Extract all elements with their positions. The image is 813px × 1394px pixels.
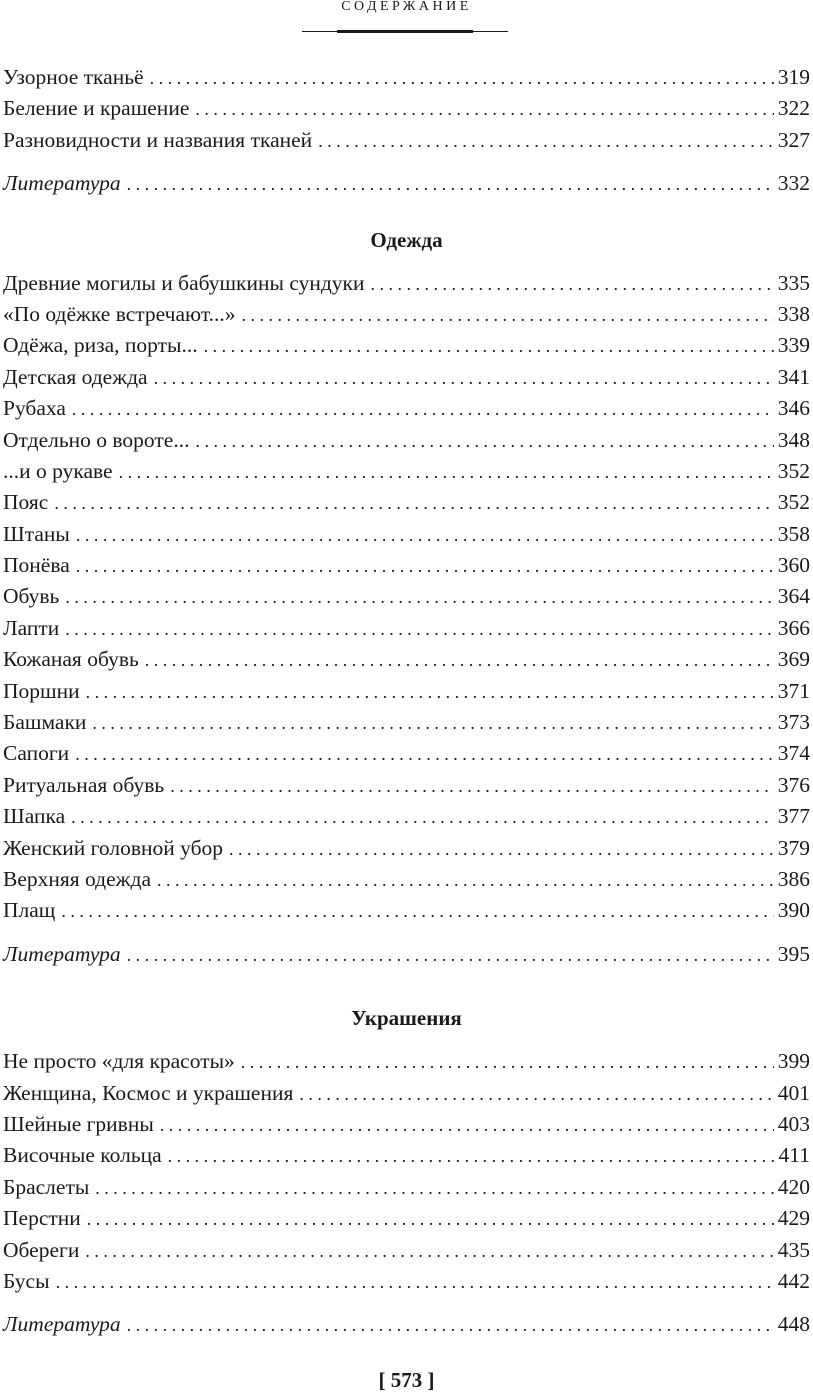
spacer (3, 200, 810, 212)
toc-entry-page: 429 (777, 1206, 810, 1231)
toc-entry-title: Обувь (3, 584, 60, 609)
toc-entry-title: Отдельно о вороте... (3, 427, 190, 452)
toc-entry[interactable] (3, 125, 810, 156)
dot-leader (61, 896, 773, 927)
dot-leader (241, 1047, 774, 1078)
toc-entry-page: 360 (777, 553, 810, 578)
toc-entry[interactable] (3, 1172, 810, 1203)
toc-entry[interactable] (3, 738, 810, 769)
toc-entry[interactable] (3, 487, 810, 518)
toc-entry[interactable] (3, 268, 810, 299)
toc-entry[interactable] (3, 801, 810, 832)
toc-literature-entry[interactable] (3, 1309, 810, 1340)
toc-entry[interactable] (3, 895, 810, 926)
toc-entry-page: 376 (777, 772, 810, 797)
toc-entry-page: 420 (777, 1174, 810, 1199)
toc-entry[interactable] (3, 1203, 810, 1234)
toc-entry-title: Женский головной убор (3, 835, 224, 860)
section-heading: Одежда (370, 227, 443, 252)
toc-entry-title: Лапти (3, 615, 60, 640)
toc-entry-title: «По одёжке встречают...» (3, 301, 236, 326)
toc-entry[interactable] (3, 833, 810, 864)
toc-entry-title: Литература (3, 941, 121, 966)
toc-entry-title: Рубаха (3, 396, 66, 421)
toc-entry-page: 411 (778, 1143, 810, 1168)
dot-leader (87, 1204, 774, 1235)
dot-leader (95, 1173, 773, 1204)
dot-leader (72, 394, 774, 425)
toc-entry[interactable] (3, 1140, 810, 1171)
dot-leader (127, 169, 774, 200)
toc-entry-page: 377 (777, 804, 810, 829)
page-number: [ 573 ] (378, 1368, 435, 1392)
dot-leader (150, 63, 774, 94)
toc-entry[interactable] (3, 613, 810, 644)
toc-entry[interactable] (3, 550, 810, 581)
dot-leader (154, 363, 774, 394)
toc-entry-page: 352 (777, 458, 810, 483)
toc-entry-page: 346 (777, 396, 810, 421)
toc-entry-page: 401 (777, 1080, 810, 1105)
toc-literature-entry[interactable] (3, 939, 810, 970)
toc-entry-page: 338 (777, 301, 810, 326)
dot-leader (85, 1236, 773, 1267)
spacer (3, 970, 810, 990)
toc-entry[interactable] (3, 676, 810, 707)
toc-entry-page: 399 (777, 1049, 810, 1074)
toc-entry-page: 339 (777, 333, 810, 358)
toc-entry-title: Шейные гривны (3, 1111, 154, 1136)
toc-entry-page: 386 (777, 866, 810, 891)
dot-leader (168, 1141, 775, 1172)
dot-leader (54, 488, 773, 519)
dot-leader (127, 940, 774, 971)
toc-entry-title: Поршни (3, 678, 80, 703)
toc-entry-title: Сапоги (3, 741, 70, 766)
dot-leader (65, 614, 774, 645)
dot-leader (195, 426, 773, 457)
toc-entry[interactable] (3, 864, 810, 895)
toc-entry-page: 358 (777, 521, 810, 546)
toc-entry-title: Литература (3, 171, 121, 196)
toc-entry-title: Древние могилы и бабушкины сундуки (3, 270, 365, 295)
toc-entry[interactable] (3, 770, 810, 801)
toc-entry-title: Одёжа, риза, порты... (3, 333, 198, 358)
toc-entry-page: 327 (777, 127, 810, 152)
toc-entry-title: Пояс (3, 490, 49, 515)
toc-entry-title: Кожаная обувь (3, 647, 139, 672)
toc-entry[interactable] (3, 456, 810, 487)
toc-entry-title: Разновидности и названия тканей (3, 127, 313, 152)
dot-leader (229, 834, 774, 865)
toc-entry-title: Женщина, Космос и украшения (3, 1080, 294, 1105)
dot-leader (56, 1267, 774, 1298)
toc-entry[interactable] (3, 1235, 810, 1266)
dot-leader (92, 708, 773, 739)
toc-entry-title: Узорное тканьё (3, 65, 144, 89)
dot-leader (318, 126, 774, 157)
toc-entry-page: 332 (777, 171, 810, 196)
toc-entry-title: Беление и крашение (3, 96, 190, 121)
toc-entry-page: 403 (777, 1111, 810, 1136)
toc-entry-title: Не просто «для красоты» (3, 1049, 235, 1074)
toc-entry-page: 374 (777, 741, 810, 766)
toc-entry-title: Бусы (3, 1268, 50, 1293)
toc-entry-page: 442 (777, 1268, 810, 1293)
spacer (3, 1297, 810, 1309)
toc-entry-page: 369 (777, 647, 810, 672)
dot-leader (160, 1110, 774, 1141)
dot-leader (119, 457, 774, 488)
toc-entry[interactable] (3, 330, 810, 361)
toc-entry[interactable] (3, 1266, 810, 1297)
running-head: СОДЕРЖАНИЕ (341, 0, 472, 14)
toc-entry-page: 379 (777, 835, 810, 860)
dot-leader (195, 94, 773, 125)
dot-leader (145, 645, 774, 676)
dot-leader (76, 551, 774, 582)
toc-entry-title: Верхняя одежда (3, 866, 151, 891)
toc-entry-page: 373 (777, 710, 810, 735)
section-heading: Украшения (351, 1006, 462, 1031)
section-list (3, 268, 810, 927)
toc-entry-title: Детская одежда (3, 364, 148, 389)
toc-entry[interactable] (3, 425, 810, 456)
running-head-rule-accent (337, 30, 473, 33)
toc-entry-page: 348 (777, 427, 810, 452)
toc-literature-entry[interactable] (3, 168, 810, 199)
section-list (3, 1046, 810, 1297)
dot-leader (241, 300, 773, 331)
toc-entry-page: 366 (777, 615, 810, 640)
table-of-contents (3, 62, 810, 1341)
toc-entry-title: Понёва (3, 553, 70, 578)
toc-entry-page: 319 (777, 65, 810, 89)
dot-leader (170, 771, 774, 802)
dot-leader (86, 677, 774, 708)
toc-entry-page: 395 (777, 941, 810, 966)
dot-leader (371, 269, 774, 300)
dot-leader (75, 739, 774, 770)
dot-leader (127, 1310, 774, 1341)
toc-entry[interactable] (3, 62, 810, 93)
toc-entry-title: Башмаки (3, 710, 87, 735)
toc-entry-page: 335 (777, 270, 810, 295)
toc-entry-page: 364 (777, 584, 810, 609)
spacer (3, 156, 810, 168)
toc-entry[interactable] (3, 707, 810, 738)
dot-leader (299, 1079, 773, 1110)
toc-entry-page: 435 (777, 1237, 810, 1262)
toc-entry-page: 341 (777, 364, 810, 389)
toc-entry-title: Височные кольца (3, 1143, 162, 1168)
toc-entry[interactable] (3, 93, 810, 124)
toc-entry[interactable] (3, 393, 810, 424)
toc-entry[interactable] (3, 519, 810, 550)
toc-entry-page: 352 (777, 490, 810, 515)
toc-entry[interactable] (3, 362, 810, 393)
toc-entry[interactable] (3, 299, 810, 330)
toc-entry-title: Литература (3, 1312, 121, 1337)
toc-entry-page: 390 (777, 898, 810, 923)
toc-entry-page: 371 (777, 678, 810, 703)
dot-leader (157, 865, 774, 896)
toc-entry[interactable] (3, 1109, 810, 1140)
dot-leader (65, 582, 773, 613)
toc-entry-page: 322 (777, 96, 810, 121)
toc-entry-title: Обереги (3, 1237, 80, 1262)
toc-entry-title: Браслеты (3, 1174, 90, 1199)
dot-leader (204, 331, 774, 362)
toc-entry-title: Штаны (3, 521, 70, 546)
toc-entry[interactable] (3, 1078, 810, 1109)
spacer (3, 927, 810, 939)
toc-entry[interactable] (3, 1046, 810, 1077)
toc-entry-title: Шапка (3, 804, 66, 829)
toc-entry-title: Перстни (3, 1206, 81, 1231)
toc-entry-title: Ритуальная обувь (3, 772, 165, 797)
toc-entry-title: ...и о рукаве (3, 458, 113, 483)
dot-leader (76, 520, 774, 551)
toc-entry[interactable] (3, 644, 810, 675)
toc-entry[interactable] (3, 581, 810, 612)
toc-entry-page: 448 (777, 1312, 810, 1337)
dot-leader (71, 802, 774, 833)
toc-entry-title: Плащ (3, 898, 56, 923)
